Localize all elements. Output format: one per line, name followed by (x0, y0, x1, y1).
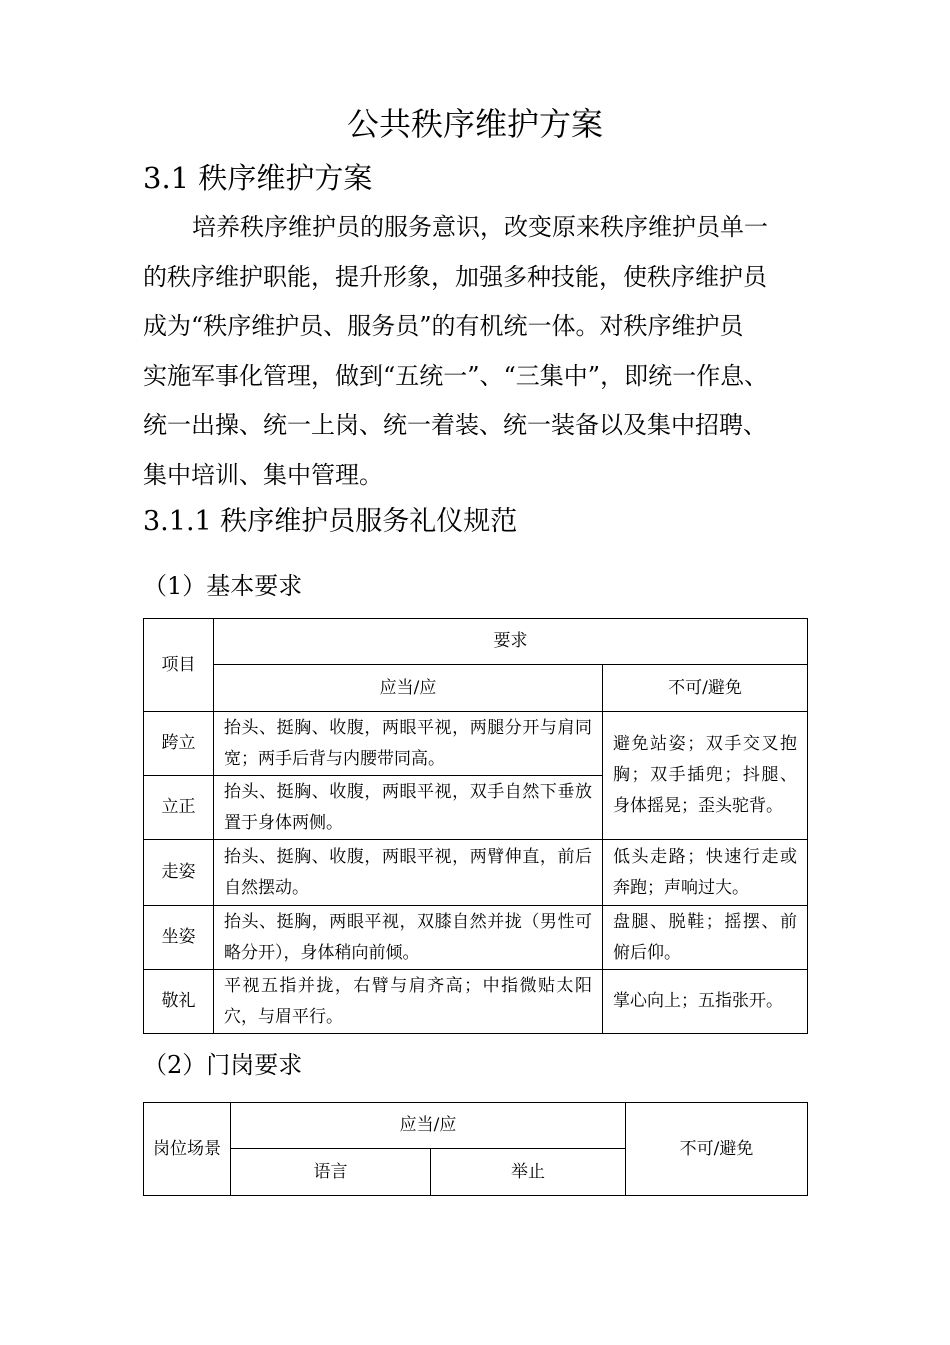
header-avoid: 不可/避免 (603, 665, 808, 712)
row-avoid: 掌心向上；五指张开。 (603, 970, 808, 1034)
row-avoid: 低头走路；快速行走或奔跑；声响过大。 (603, 840, 808, 906)
table-row (144, 840, 808, 906)
row-should: 抬头、挺胸、收腹，两眼平视，两臂伸直，前后自然摆动。 (214, 840, 603, 906)
row-should: 抬头、挺胸、收腹，两眼平视，双手自然下垂放置于身体两侧。 (214, 776, 603, 840)
header-behavior: 举止 (431, 1149, 626, 1196)
table-row (144, 970, 808, 1034)
row-item: 立正 (144, 776, 214, 840)
row-should: 抬头、挺胸，两眼平视，双膝自然并拢（男性可略分开），身体稍向前倾。 (214, 906, 603, 970)
header-avoid: 不可/避免 (626, 1103, 808, 1196)
gate-requirements-table (143, 1102, 808, 1196)
page-title: 公共秩序维护方案 (346, 105, 603, 143)
gate-requirements-heading: （2）门岗要求 (143, 1051, 303, 1079)
row-avoid: 避免站姿；双手交叉抱胸；双手插兜；抖腿、身体摇晃；歪头驼背。 (603, 712, 808, 840)
header-should: 应当/应 (214, 665, 603, 712)
row-item: 坐姿 (144, 906, 214, 970)
paragraph-line: 实施军事化管理，做到“五统一”、“三集中”，即统一作息、 (143, 361, 769, 390)
row-should: 抬头、挺胸、收腹，两眼平视，两腿分开与肩同宽；两手后背与内腰带同高。 (214, 712, 603, 776)
subsection-heading: 3.1.1 秩序维护员服务礼仪规范 (143, 506, 518, 537)
basic-requirements-heading: （1）基本要求 (143, 572, 303, 600)
paragraph-line: 培养秩序维护员的服务意识，改变原来秩序维护员单一 (192, 213, 768, 241)
paragraph-line: 统一出操、统一上岗、统一着装、统一装备以及集中招聘、 (143, 411, 767, 439)
basic-requirements-table (143, 618, 808, 1034)
paragraph-line: 集中培训、集中管理。 (143, 460, 383, 489)
paragraph-line: 的秩序维护职能，提升形象，加强多种技能，使秩序维护员 (143, 262, 767, 291)
header-item: 项目 (144, 619, 214, 712)
row-item: 跨立 (144, 712, 214, 776)
header-requirement: 要求 (214, 619, 808, 665)
header-language: 语言 (231, 1149, 431, 1196)
table-row (144, 712, 808, 776)
section-heading: 3.1 秩序维护方案 (143, 161, 373, 195)
row-should: 平视五指并拢，右臂与肩齐高；中指微贴太阳穴，与眉平行。 (214, 970, 603, 1034)
header-post-scene: 岗位场景 (144, 1103, 231, 1196)
row-item: 敬礼 (144, 970, 214, 1034)
header-should: 应当/应 (231, 1103, 626, 1149)
paragraph-line: 成为“秩序维护员、服务员”的有机统一体。对秩序维护员 (143, 312, 744, 340)
table-row (144, 906, 808, 970)
intro-paragraph (143, 203, 808, 500)
row-item: 走姿 (144, 840, 214, 906)
row-avoid: 盘腿、脱鞋；摇摆、前俯后仰。 (603, 906, 808, 970)
